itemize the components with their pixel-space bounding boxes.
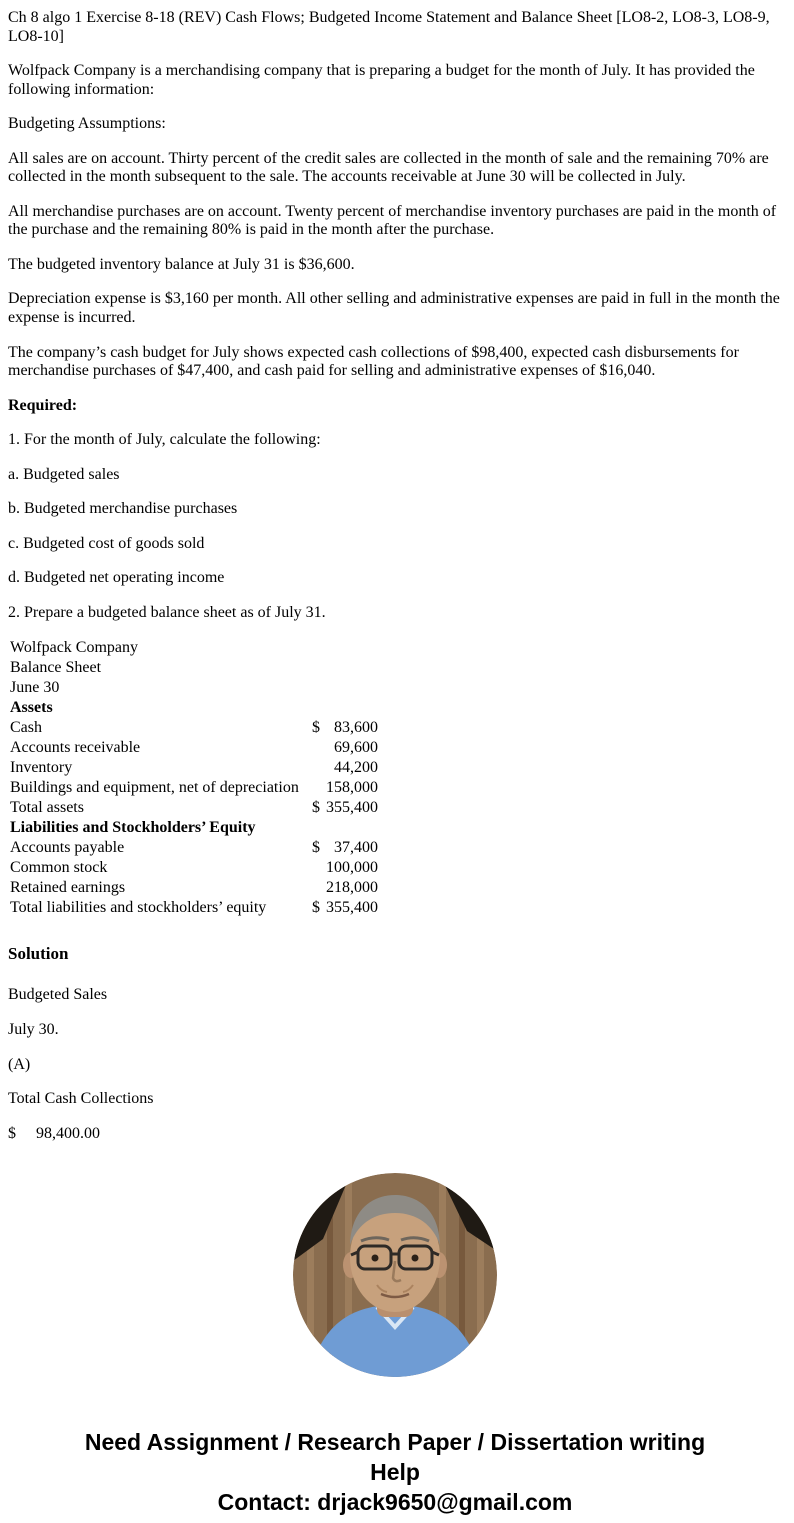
bs-row-dollar — [312, 758, 326, 778]
solution-line: (A) — [8, 1055, 31, 1073]
bs-row-amount: 355,400 — [326, 899, 378, 917]
bs-row-label: Total liabilities and stockholders’ equity — [10, 899, 267, 917]
assumption-paragraph: The budgeted inventory balance at July 31 is $36,600. — [8, 255, 355, 273]
bs-row-dollar — [312, 858, 326, 878]
footer-help-text: Need Assignment / Research Paper / Dissertation writing Help — [84, 1429, 706, 1486]
bs-row-dollar: $ — [312, 719, 320, 737]
required-item: 1. For the month of July, calculate the following: — [8, 431, 321, 449]
bs-row-dollar — [312, 878, 326, 898]
bs-statement-title: Balance Sheet — [10, 659, 102, 677]
solution-line: Total Cash Collections — [8, 1090, 154, 1108]
amount-spacer — [16, 1125, 36, 1144]
bs-company-name: Wolfpack Company — [10, 639, 139, 657]
bs-row-label: Buildings and equipment, net of depreciation — [10, 779, 299, 797]
assumptions-heading: Budgeting Assumptions: — [8, 115, 166, 133]
balance-sheet — [10, 638, 782, 918]
bs-row-dollar: $ — [312, 799, 320, 817]
solution-line: Budgeted Sales — [8, 986, 108, 1004]
contact-footer — [65, 1427, 725, 1517]
bs-row-dollar: $ — [312, 839, 320, 857]
required-item: 2. Prepare a budgeted balance sheet as of July 31. — [8, 603, 326, 621]
face-illustration — [293, 1173, 497, 1377]
required-item: c. Budgeted cost of goods sold — [8, 534, 205, 552]
assumption-paragraph: All merchandise purchases are on account. Twenty percent of merchandise inventory purchases are paid in the month of the purchase and the remaining 80% is paid in the month after the purchase. — [8, 202, 777, 239]
bs-row-amount: 44,200 — [334, 759, 378, 777]
solution-amount-line — [8, 1125, 782, 1144]
bs-row-cash — [10, 718, 378, 738]
bs-row-amount: 83,600 — [334, 719, 378, 737]
instructor-photo — [293, 1173, 497, 1377]
bs-row-label: Total assets — [10, 799, 84, 817]
bs-row-label: Accounts payable — [10, 839, 125, 857]
intro-paragraph: Wolfpack Company is a merchandising company that is preparing a budget for the month of July. It has provided the following information: — [8, 62, 755, 98]
exercise-title: Ch 8 algo 1 Exercise 8-18 (REV) Cash Flows; Budgeted Income Statement and Balance Sheet [LO8-2, LO8-3, LO8-9, LO8-10] — [8, 9, 770, 45]
solution-heading: Solution — [8, 944, 69, 964]
bs-row-dollar — [312, 738, 326, 758]
bs-row-accounts-receivable — [10, 738, 378, 758]
required-heading: Required: — [8, 396, 78, 414]
bs-row-total-liabilities-equity — [10, 898, 378, 918]
required-item: b. Budgeted merchandise purchases — [8, 500, 238, 518]
bs-row-common-stock — [10, 858, 378, 878]
bs-row-amount: 37,400 — [334, 839, 378, 857]
assumption-paragraph: The company’s cash budget for July shows expected cash collections of $98,400, expected cash disbursements for merchandise purchases of $47,400, and cash paid for selling and administrative expenses of $16,040. — [8, 343, 739, 380]
bs-row-amount: 100,000 — [326, 859, 378, 877]
footer-contact-email: Contact: drjack9650@gmail.com — [217, 1489, 573, 1516]
bs-row-label: Retained earnings — [10, 879, 126, 897]
bs-date: June 30 — [10, 679, 60, 697]
dollar-sign: $ — [8, 1124, 16, 1142]
required-item: a. Budgeted sales — [8, 465, 120, 483]
required-item: d. Budgeted net operating income — [8, 569, 225, 587]
bs-row-dollar: $ — [312, 899, 320, 917]
bs-row-amount: 158,000 — [326, 779, 378, 797]
bs-row-label: Cash — [10, 719, 42, 737]
bs-row-buildings-equipment — [10, 778, 378, 798]
bs-row-amount: 355,400 — [326, 799, 378, 817]
bs-assets-heading: Assets — [10, 699, 53, 717]
bs-liabilities-heading: Liabilities and Stockholders’ Equity — [10, 819, 256, 837]
avatar-container — [8, 1173, 782, 1377]
solution-line: July 30. — [8, 1021, 59, 1039]
bs-row-amount: 218,000 — [326, 879, 378, 897]
bs-row-total-assets — [10, 798, 378, 818]
bs-row-label: Common stock — [10, 859, 108, 877]
bs-row-inventory — [10, 758, 378, 778]
bs-row-dollar — [312, 778, 326, 798]
bs-row-label: Inventory — [10, 759, 73, 777]
bs-row-retained-earnings — [10, 878, 378, 898]
cash-collections-amount: 98,400.00 — [36, 1124, 100, 1142]
assumption-paragraph: Depreciation expense is $3,160 per month. All other selling and administrative expenses are paid in full in the month the expense is incurred. — [8, 290, 780, 327]
bs-row-amount: 69,600 — [334, 739, 378, 757]
assumption-paragraph: All sales are on account. Thirty percent of the credit sales are collected in the month of sale and the remaining 70% are collected in the month subsequent to the sale. The accounts receivable at June 30 will be collected in July. — [8, 149, 769, 186]
bs-row-accounts-payable — [10, 838, 378, 858]
bs-row-label: Accounts receivable — [10, 739, 141, 757]
